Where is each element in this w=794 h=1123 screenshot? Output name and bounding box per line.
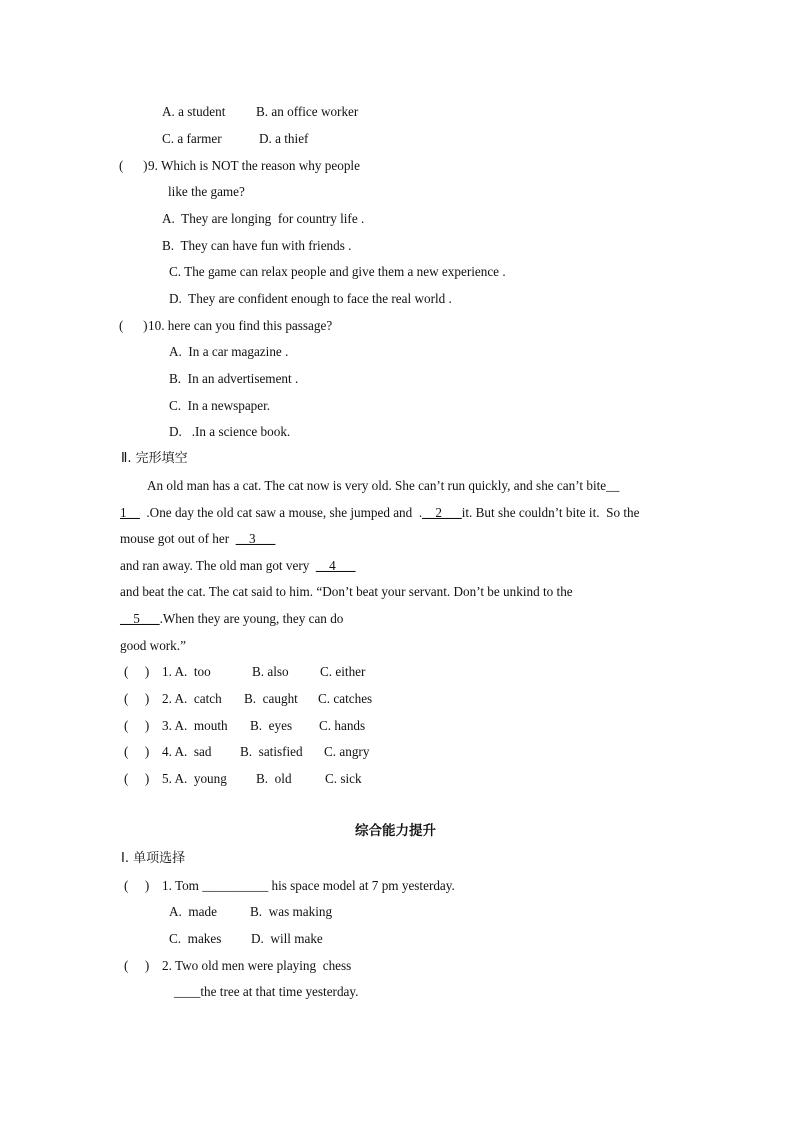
cloze-item-option-a: 1. A. too (162, 664, 211, 679)
q8-option-c: C. a farmer (162, 131, 222, 146)
s2-q2-stem: 2. Two old men were playing chess (162, 958, 352, 973)
cloze-item-option-b: B. old (256, 771, 292, 786)
cloze-blank-5: __5___ (120, 611, 160, 626)
s2-q1-text: his space model at 7 pm yesterday. (268, 878, 455, 893)
q10-option-a: A. In a car magazine . (169, 344, 289, 359)
cloze-blank-4: __4___ (315, 558, 356, 573)
cloze-item-option-b: B. eyes (250, 718, 293, 733)
cloze-text: .When they are young, they can do (159, 611, 344, 626)
q9-option-c: C. The game can relax people and give them a new experience . (169, 264, 506, 279)
cloze-passage-line-2 (120, 505, 639, 521)
q9-option-b: B. They can have fun with friends . (162, 238, 352, 253)
cloze-item-option-b: B. caught (244, 691, 298, 706)
q8-option-b: B. an office worker (256, 104, 359, 119)
s2-q1-blank: __________ (202, 878, 269, 893)
cloze-blank-3: __3___ (235, 531, 276, 546)
cloze-item-option-b: B. satisfied (240, 744, 303, 759)
cloze-item-option-c: C. sick (325, 771, 362, 786)
cloze-item-option-a: 3. A. mouth (162, 718, 228, 733)
cloze-item-option-a: 2. A. catch (162, 691, 222, 706)
q10-option-d: D. .In a science book. (169, 424, 291, 439)
q8-option-a: A. a student (162, 104, 226, 119)
cloze-passage-line-4 (120, 558, 355, 574)
s2-q2-blank: ____ (174, 984, 201, 999)
cloze-item-paren: ( ) (124, 718, 150, 733)
s2-q1-stem (162, 878, 455, 894)
cloze-item-option-a: 4. A. sad (162, 744, 212, 759)
q9-stem-cont: like the game? (168, 184, 245, 199)
cloze-blank-2: __2___ (422, 505, 462, 520)
q10-option-c: C. In a newspaper. (169, 398, 271, 413)
cloze-item-paren: ( ) (124, 691, 150, 706)
cloze-blank: __ (606, 478, 620, 493)
s2-q1-option-b: B. was making (250, 904, 333, 919)
q9-answer-paren: ( ) (119, 158, 148, 173)
s2-q2-answer-paren: ( ) (124, 958, 150, 973)
q9-option-a: A. They are longing for country life . (162, 211, 365, 226)
s2-q1-option-d: D. will make (251, 931, 323, 946)
cloze-item-option-c: C. angry (324, 744, 370, 759)
cloze-item-option-a: 5. A. young (162, 771, 227, 786)
q9-stem: 9. Which is NOT the reason why people (148, 158, 360, 173)
cloze-item-paren: ( ) (124, 744, 150, 759)
cloze-heading: Ⅱ. 完形填空 (121, 451, 188, 466)
cloze-item-option-b: B. also (252, 664, 289, 679)
cloze-passage-line-3 (120, 531, 275, 547)
cloze-passage-line-6 (120, 611, 343, 627)
q10-option-b: B. In an advertisement . (169, 371, 299, 386)
s2-q1-answer-paren: ( ) (124, 878, 150, 893)
cloze-passage-line-7: good work.” (120, 638, 186, 653)
cloze-item-option-c: C. hands (319, 718, 366, 733)
cloze-text: it. But she couldn’t bite it. So the (461, 505, 640, 520)
cloze-item-option-c: C. either (320, 664, 366, 679)
cloze-item-paren: ( ) (124, 771, 150, 786)
cloze-text: .One day the old cat saw a mouse, she jumped and . (139, 505, 423, 520)
cloze-item-option-c: C. catches (318, 691, 373, 706)
q10-answer-paren: ( ) (119, 318, 148, 333)
section-title: 综合能力提升 (355, 823, 436, 839)
cloze-blank-1: 1__ (120, 505, 140, 520)
s2-q1-option-a: A. made (169, 904, 217, 919)
s2-q2-text: the tree at that time yesterday. (200, 984, 359, 999)
q10-stem: 10. here can you find this passage? (148, 318, 333, 333)
s2-q2-stem-cont (174, 984, 358, 1000)
section-subheading: Ⅰ. 单项选择 (121, 851, 186, 866)
q9-option-d: D. They are confident enough to face the real world . (169, 291, 452, 306)
cloze-item-paren: ( ) (124, 664, 150, 679)
q8-option-d: D. a thief (259, 131, 309, 146)
s2-q1-option-c: C. makes (169, 931, 222, 946)
s2-q1-text: 1. Tom (162, 878, 203, 893)
cloze-passage-line-1 (147, 478, 619, 494)
cloze-text: An old man has a cat. The cat now is very old. She can’t run quickly, and she can’t bite (147, 478, 607, 493)
cloze-passage-line-5: and beat the cat. The cat said to him. “Don’t beat your servant. Don’t be unkind to the (120, 584, 573, 599)
cloze-text: mouse got out of her (120, 531, 236, 546)
cloze-text: and ran away. The old man got very (120, 558, 316, 573)
